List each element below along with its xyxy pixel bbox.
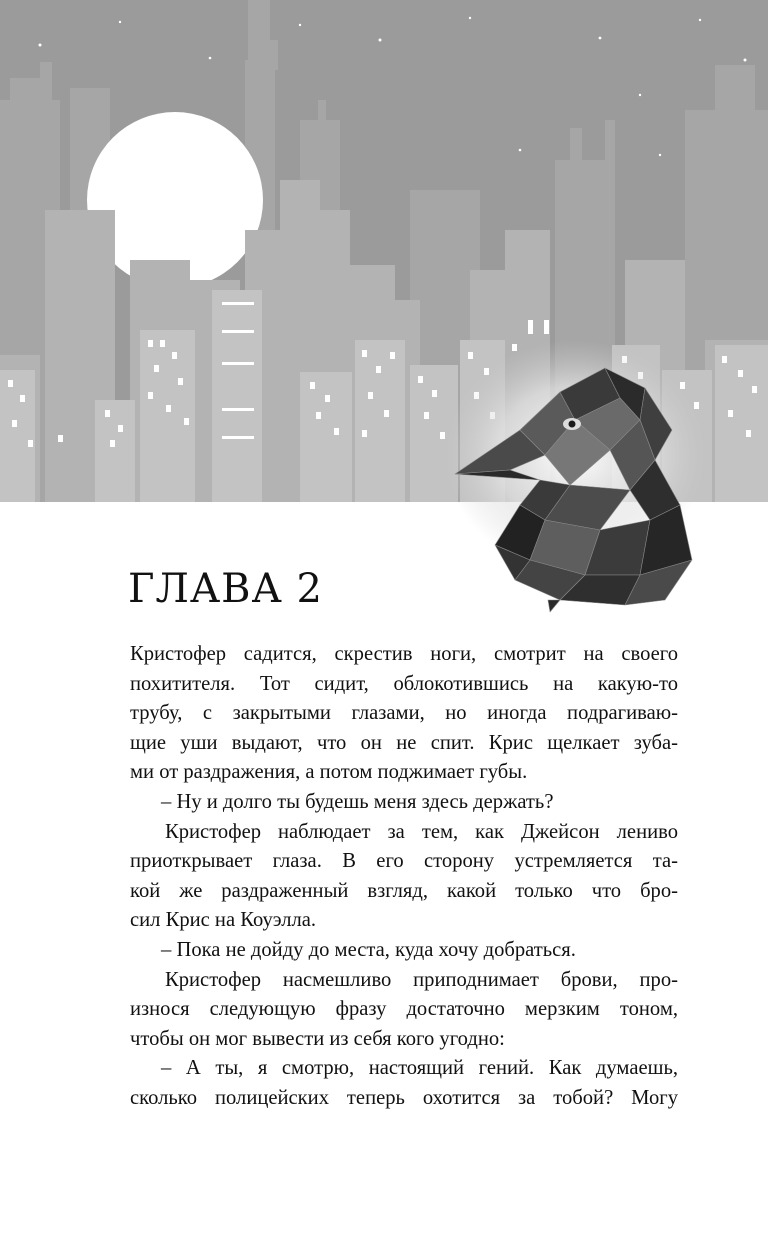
text-line: похитителя. Тот сидит, облокотившись на какую-то — [130, 672, 678, 695]
text-line: Кристофер насмешливо приподнимает брови, про- — [165, 968, 678, 991]
text-line: ми от раздражения, а потом поджимает губы. — [130, 761, 528, 784]
raven-eye-icon — [563, 418, 581, 430]
text-line: щие уши выдают, что он не спит. Крис щелкает зуба- — [130, 731, 678, 754]
text-line: износя следующую фразу достаточно мерзким тоном, — [130, 998, 678, 1021]
text-line: кой же раздраженный взгляд, какой только что бро- — [130, 879, 678, 902]
text-line: приоткрывает глаза. В его сторону устремляется та- — [130, 850, 678, 873]
chapter-title: ГЛАВА 2 — [128, 566, 324, 612]
text-line: чтобы он мог вывести из себя кого угодно: — [130, 1027, 505, 1050]
chapter-body-text — [130, 640, 678, 1114]
text-line: – А ты, я смотрю, настоящий гений. Как думаешь, — [161, 1057, 678, 1080]
text-line: трубу, с закрытыми глазами, но иногда подрагиваю- — [130, 702, 678, 725]
text-line: Кристофер наблюдает за тем, как Джейсон лениво — [165, 820, 678, 843]
text-line: – Ну и долго ты будешь меня здесь держать? — [161, 790, 554, 813]
text-line: Кристофер садится, скрестив ноги, смотрит на своего — [130, 643, 678, 665]
text-line: сил Крис на Коуэлла. — [130, 909, 317, 932]
text-line: сколько полицейских теперь охотится за тобой? Могу — [130, 1086, 678, 1109]
text-line: – Пока не дойду до места, куда хочу добраться. — [161, 938, 576, 961]
